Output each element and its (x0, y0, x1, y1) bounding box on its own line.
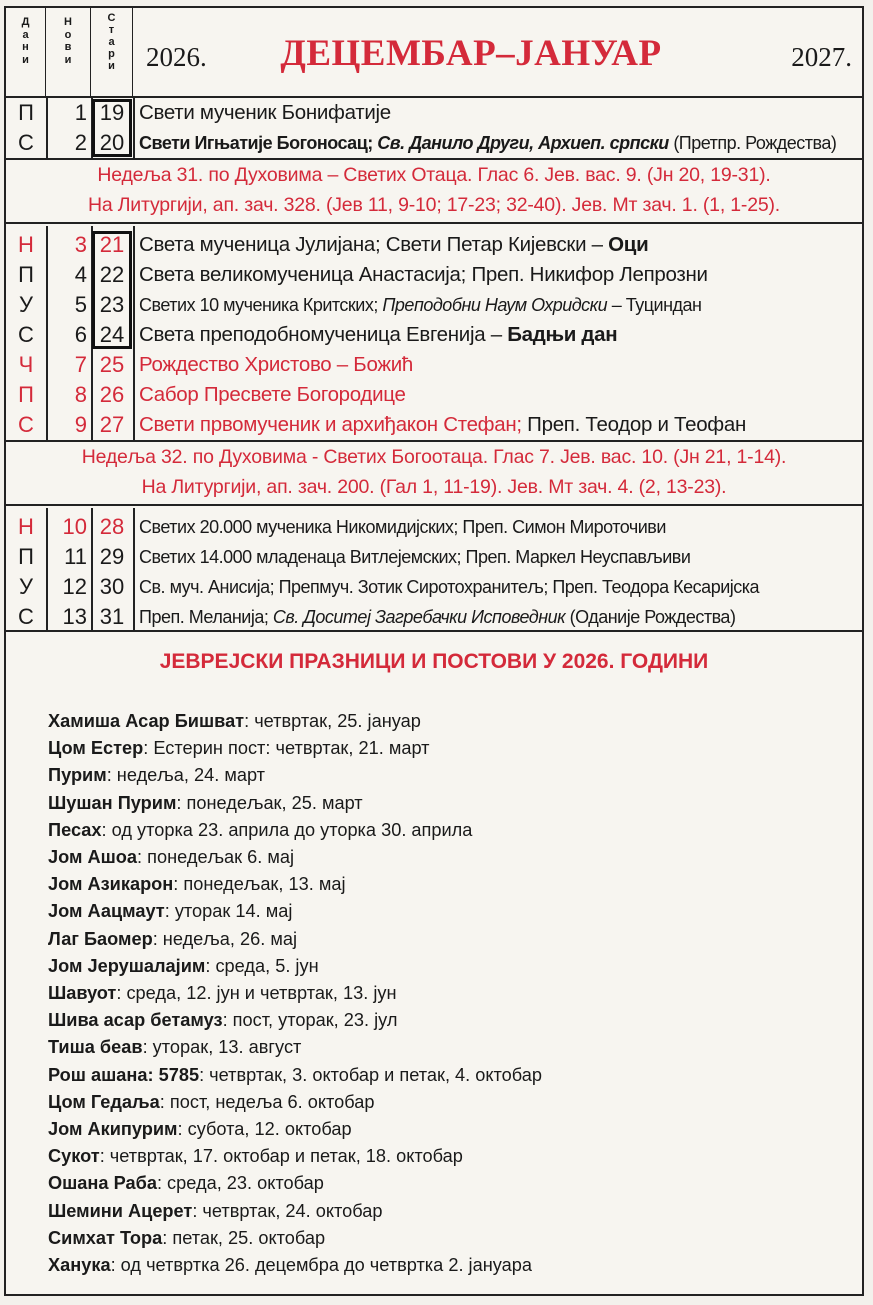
holiday-name: Пурим (48, 765, 107, 786)
days-label: Д а н и (21, 16, 30, 66)
weekday: П (18, 382, 34, 407)
holiday-date: : од уторка 23. априла до уторка 30. априла (101, 819, 473, 840)
holiday-name: Сукот (48, 1146, 100, 1167)
holiday-item (48, 980, 838, 1007)
old-date: 22 (99, 262, 125, 287)
holiday-name: Симхат Тора (48, 1227, 163, 1248)
feast-text (139, 572, 858, 602)
week-block-3 (6, 508, 862, 632)
weekday: С (18, 130, 34, 155)
feast-text (139, 128, 858, 158)
sunday-reading-1 (6, 158, 862, 224)
old-date: 20 (99, 130, 125, 155)
holiday-item (48, 1116, 838, 1143)
old-date: 24 (99, 322, 125, 347)
holiday-date: : недеља, 26. мај (152, 928, 297, 949)
feast-text-part: (Претпр. Рождества) (668, 133, 837, 153)
holiday-item (48, 762, 838, 789)
feast-text-part: Оци (608, 233, 649, 256)
holiday-name: Рош ашана: 5785 (48, 1064, 200, 1085)
day-row (6, 98, 862, 128)
weekday: П (18, 262, 34, 287)
holiday-name: Песах (48, 819, 102, 840)
weekday: Н (18, 232, 34, 257)
holiday-item (48, 1089, 838, 1116)
holiday-date: : пост, недеља 6. октобар (159, 1091, 375, 1112)
day-row (6, 320, 862, 350)
days-column-header (6, 8, 46, 96)
feast-text (139, 542, 858, 572)
holiday-name: Цом Естер (48, 738, 144, 759)
new-date: 11 (64, 544, 87, 569)
weekday: С (18, 322, 34, 347)
holiday-item (48, 1062, 838, 1089)
weekday: С (18, 604, 34, 629)
new-calendar-column-header (46, 8, 91, 96)
holiday-date: : Естерин пост: четвртак, 21. март (143, 738, 430, 759)
feast-text (139, 512, 858, 542)
feast-text-part: Свети мученик Бонифатије (139, 101, 391, 124)
old-label: С т а р и (107, 12, 116, 72)
day-row (6, 380, 862, 410)
feast-text (139, 230, 858, 260)
calendar-page (4, 6, 864, 1296)
old-date: 28 (99, 514, 125, 539)
holiday-name: Ханука (48, 1255, 111, 1276)
old-date-highlight (92, 99, 132, 157)
feast-text-part: Света преподобномученица Евгенија – (139, 323, 508, 346)
holiday-item (48, 1034, 838, 1061)
holiday-date: : четвртак, 25. јануар (244, 711, 421, 731)
feast-text-part: Светих 14.000 младенаца Витлејемских; Преп. Маркел Неуспављиви (139, 547, 691, 567)
day-row (6, 572, 862, 602)
feast-text-part: Сабор Пресвете Богородице (139, 383, 406, 406)
jewish-holidays-list (48, 708, 838, 1279)
holiday-date: : недеља, 24. март (106, 765, 265, 786)
holiday-item (48, 1170, 838, 1197)
feast-text-part: Свети првомученик и архиђакон Стефан; (139, 413, 528, 436)
holiday-name: Ошана Раба (48, 1173, 157, 1194)
day-row (6, 260, 862, 290)
weekday: У (19, 574, 33, 599)
holiday-item (48, 1198, 838, 1225)
feast-text (139, 602, 858, 632)
feast-text-part: Св. Данило Други, Архиеп. српски (377, 133, 669, 153)
new-date: 3 (74, 232, 87, 257)
feast-text-part: Преп. Меланија; (139, 607, 273, 627)
new-date: 5 (74, 292, 87, 317)
old-date: 25 (99, 352, 125, 377)
holiday-item (48, 1252, 838, 1279)
holiday-item (48, 926, 838, 953)
holiday-item (48, 953, 838, 980)
holiday-date: : четвртак, 24. октобар (192, 1200, 383, 1221)
holiday-name: Тиша беав (48, 1037, 143, 1058)
holiday-date: : понедељак 6. мај (137, 847, 295, 868)
day-row (6, 230, 862, 260)
month-title: ДЕЦЕМБАР–ЈАНУАР (280, 33, 662, 74)
feast-text-part: Светих 20.000 мученика Никомидијских; Преп. Симон Мироточиви (139, 517, 666, 537)
weekday: У (19, 292, 33, 317)
holiday-item (48, 790, 838, 817)
holiday-item (48, 1007, 838, 1034)
weekday: П (18, 100, 34, 125)
holiday-name: Јом Азикарон (48, 874, 174, 895)
old-date: 30 (99, 574, 125, 599)
day-row (6, 350, 862, 380)
weekday: П (18, 544, 34, 569)
holiday-date: : пост, уторак, 23. јул (222, 1010, 398, 1031)
feast-text-part: Свети Игњатије Богоносац; (139, 133, 378, 153)
feast-text (139, 290, 858, 320)
holiday-item (48, 844, 838, 871)
new-date: 2 (74, 130, 87, 155)
holiday-item (48, 1143, 838, 1170)
new-date: 4 (74, 262, 87, 287)
holiday-date: : четвртак, 17. октобар и петак, 18. октобар (99, 1146, 463, 1167)
old-date-highlight (92, 231, 132, 349)
holiday-item (48, 871, 838, 898)
day-row (6, 542, 862, 572)
reading-line: На Литургији, ап. зач. 200. (Гал 1, 11-19). Јев. Мт зач. 4. (2, 13-23). (141, 476, 727, 498)
old-date: 29 (99, 544, 125, 569)
holiday-date: : среда, 5. јун (205, 955, 319, 976)
old-calendar-column-header (91, 8, 133, 96)
reading-line: Недеља 32. по Духовима - Светих Богоотаца. Глас 7. Јев. вас. 10. (Јн 21, 1-14). (81, 446, 787, 468)
feast-text-part: Бадњи дан (507, 323, 618, 346)
feast-text-part: Преподобни Наум Охридски (382, 295, 608, 315)
week-block-1 (6, 96, 862, 158)
old-date: 19 (99, 100, 125, 125)
new-date: 6 (74, 322, 87, 347)
old-date: 27 (99, 412, 125, 437)
holiday-name: Јом Ашоа (48, 847, 138, 868)
holiday-name: Јом Јерушалајим (48, 955, 206, 976)
feast-text-part: – Туциндан (607, 295, 702, 315)
holiday-name: Шива асар бетамуз (48, 1010, 223, 1031)
feast-text-part: Светих 10 мученика Критских; (139, 295, 383, 315)
day-row (6, 602, 862, 632)
old-date: 23 (99, 292, 125, 317)
year-left: 2026. (146, 42, 207, 72)
new-date: 9 (74, 412, 87, 437)
jewish-holidays-title: ЈЕВРЕЈСКИ ПРАЗНИЦИ И ПОСТОВИ У 2026. ГОДИНИ (159, 650, 709, 673)
day-row (6, 512, 862, 542)
holiday-name: Хамиша Асар Бишват (48, 711, 245, 731)
weekday: С (18, 412, 34, 437)
new-date: 13 (62, 604, 87, 629)
feast-text (139, 260, 858, 290)
holiday-name: Лаг Баомер (48, 928, 153, 949)
feast-text (139, 98, 858, 128)
holiday-item (48, 898, 838, 925)
holiday-name: Цом Гедаља (48, 1091, 160, 1112)
feast-text-part: Св. Доситеј Загребачки Исповедник (272, 607, 566, 627)
new-label: Н о в и (64, 16, 72, 66)
holiday-name: Јом Акипурим (48, 1119, 178, 1140)
week-block-2 (6, 226, 862, 440)
old-date: 31 (99, 604, 125, 629)
weekday: Н (18, 514, 34, 539)
holiday-date: : понедељак, 25. март (176, 792, 363, 813)
new-date: 12 (62, 574, 87, 599)
new-date: 1 (74, 100, 87, 125)
feast-text-part: Преп. Теодор и Теофан (527, 413, 746, 436)
weekday: Ч (18, 352, 34, 377)
holiday-date: : понедељак, 13. мај (173, 874, 346, 895)
holiday-date: : среда, 23. октобар (156, 1173, 324, 1194)
year-right: 2027. (791, 42, 852, 72)
day-row (6, 128, 862, 158)
feast-text-part: Рождество Христово – Божић (139, 353, 413, 376)
feast-text (139, 380, 858, 410)
feast-text-part: Света мученица Јулијана; Свети Петар Кијевски – (139, 233, 609, 256)
feast-text-part: Света великомученица Анастасија; Преп. Никифор Лепрозни (139, 263, 708, 286)
holiday-item (48, 1225, 838, 1252)
old-date: 26 (99, 382, 125, 407)
holiday-name: Шемини Ацерет (48, 1200, 193, 1221)
holiday-name: Јом Аацмаут (48, 901, 165, 922)
sunday-reading-2 (6, 440, 862, 506)
day-row (6, 410, 862, 440)
holiday-date: : петак, 25. октобар (162, 1227, 326, 1248)
holiday-date: : четвртак, 3. октобар и петак, 4. октобар (199, 1064, 543, 1085)
holiday-date: : од четвртка 26. децембра до четвртка 2. јануара (110, 1255, 532, 1276)
feast-text-part: (Оданије Рождества) (565, 607, 736, 627)
new-date: 8 (74, 382, 87, 407)
holiday-item (48, 817, 838, 844)
holiday-name: Шавуот (48, 983, 117, 1004)
feast-text (139, 350, 858, 380)
holiday-date: : уторак 14. мај (164, 901, 293, 922)
reading-line: Недеља 31. по Духовима – Светих Отаца. Глас 6. Јев. вас. 9. (Јн 20, 19-31). (97, 164, 771, 186)
calendar-header (6, 8, 862, 98)
feast-text (139, 410, 858, 440)
feast-text-part: Св. муч. Анисија; Препмуч. Зотик Сиротохранитељ; Преп. Теодора Кесаријска (139, 577, 760, 597)
holiday-name: Шушан Пурим (48, 792, 177, 813)
day-row (6, 290, 862, 320)
reading-line: На Литургији, ап. зач. 328. (Јев 11, 9-10; 17-23; 32-40). Јев. Мт зач. 1. (1, 1-25). (87, 194, 781, 216)
new-date: 7 (74, 352, 87, 377)
holiday-date: : уторак, 13. август (142, 1037, 302, 1058)
holiday-date: : среда, 12. јун и четвртак, 13. јун (116, 983, 397, 1004)
holiday-item (48, 708, 838, 735)
old-date: 21 (99, 232, 125, 257)
holiday-date: : субота, 12. октобар (177, 1119, 352, 1140)
feast-text (139, 320, 858, 350)
new-date: 10 (62, 514, 87, 539)
holiday-item (48, 735, 838, 762)
